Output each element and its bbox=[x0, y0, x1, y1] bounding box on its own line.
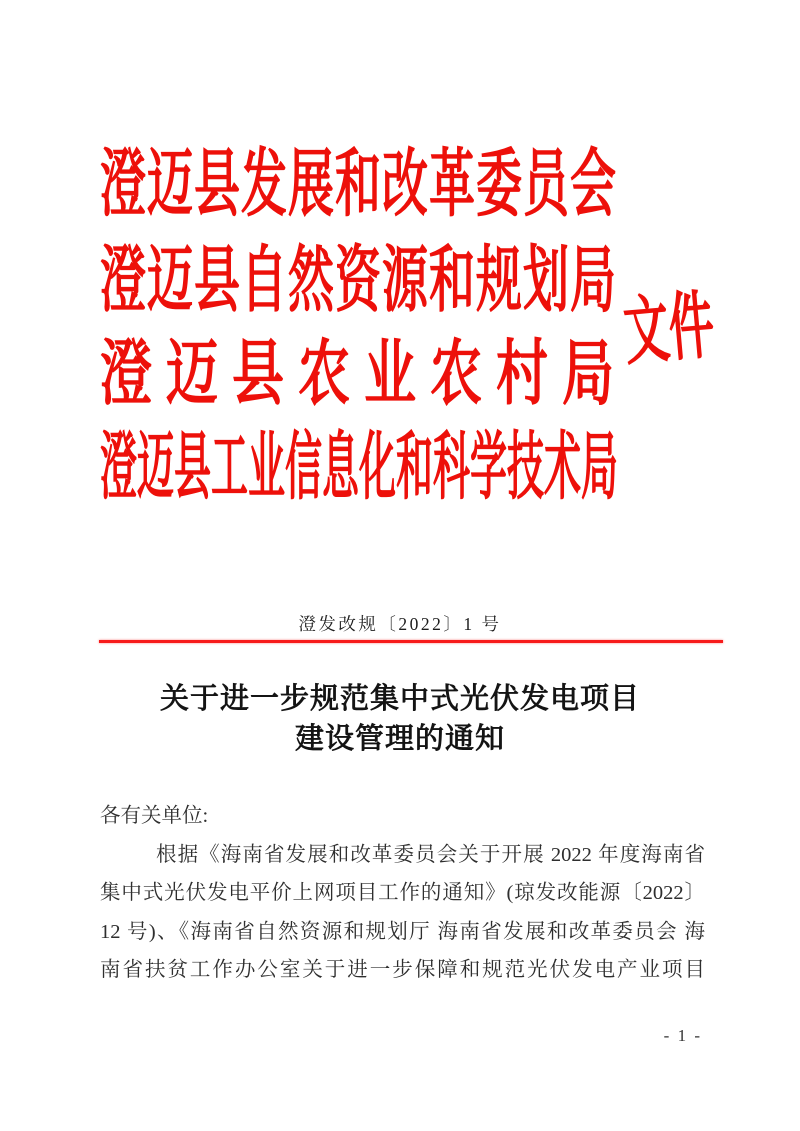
document-body bbox=[100, 797, 705, 990]
title-line-2: 建设管理的通知 bbox=[294, 723, 505, 755]
page-number: - 1 - bbox=[663, 1026, 702, 1045]
agency-name-line-4: 澄迈县工业信息化和科学技术局 bbox=[100, 428, 618, 510]
reference-number: 澄发改规〔2022〕1 号 bbox=[298, 614, 502, 634]
red-divider-line bbox=[99, 640, 723, 643]
body-line-2: 集中式光伏发电平价上网项目工作的通知》(琼发改能源〔2022〕 bbox=[100, 882, 705, 904]
salutation: 各有关单位: bbox=[100, 805, 209, 827]
doc-type-label: 文件 bbox=[620, 284, 718, 375]
agency-name-line-1: 澄迈县发展和改革委员会 bbox=[100, 143, 617, 225]
body-line-1: 根据《海南省发展和改革委员会关于开展 2022 年度海南省 bbox=[156, 843, 705, 866]
agency-name-line-2: 澄迈县自然资源和规划局 bbox=[100, 240, 617, 321]
body-line-4: 南省扶贫工作办公室关于进一步保障和规范光伏发电产业项目 bbox=[100, 959, 705, 981]
title-line-1: 关于进一步规范集中式光伏发电项目 bbox=[159, 683, 640, 715]
agency-name-line-3: 澄迈县农业农村局 bbox=[100, 335, 629, 415]
body-line-3: 12 号)、《海南省自然资源和规划厅 海南省发展和改革委员会 海 bbox=[100, 920, 705, 943]
document-title bbox=[0, 679, 800, 759]
